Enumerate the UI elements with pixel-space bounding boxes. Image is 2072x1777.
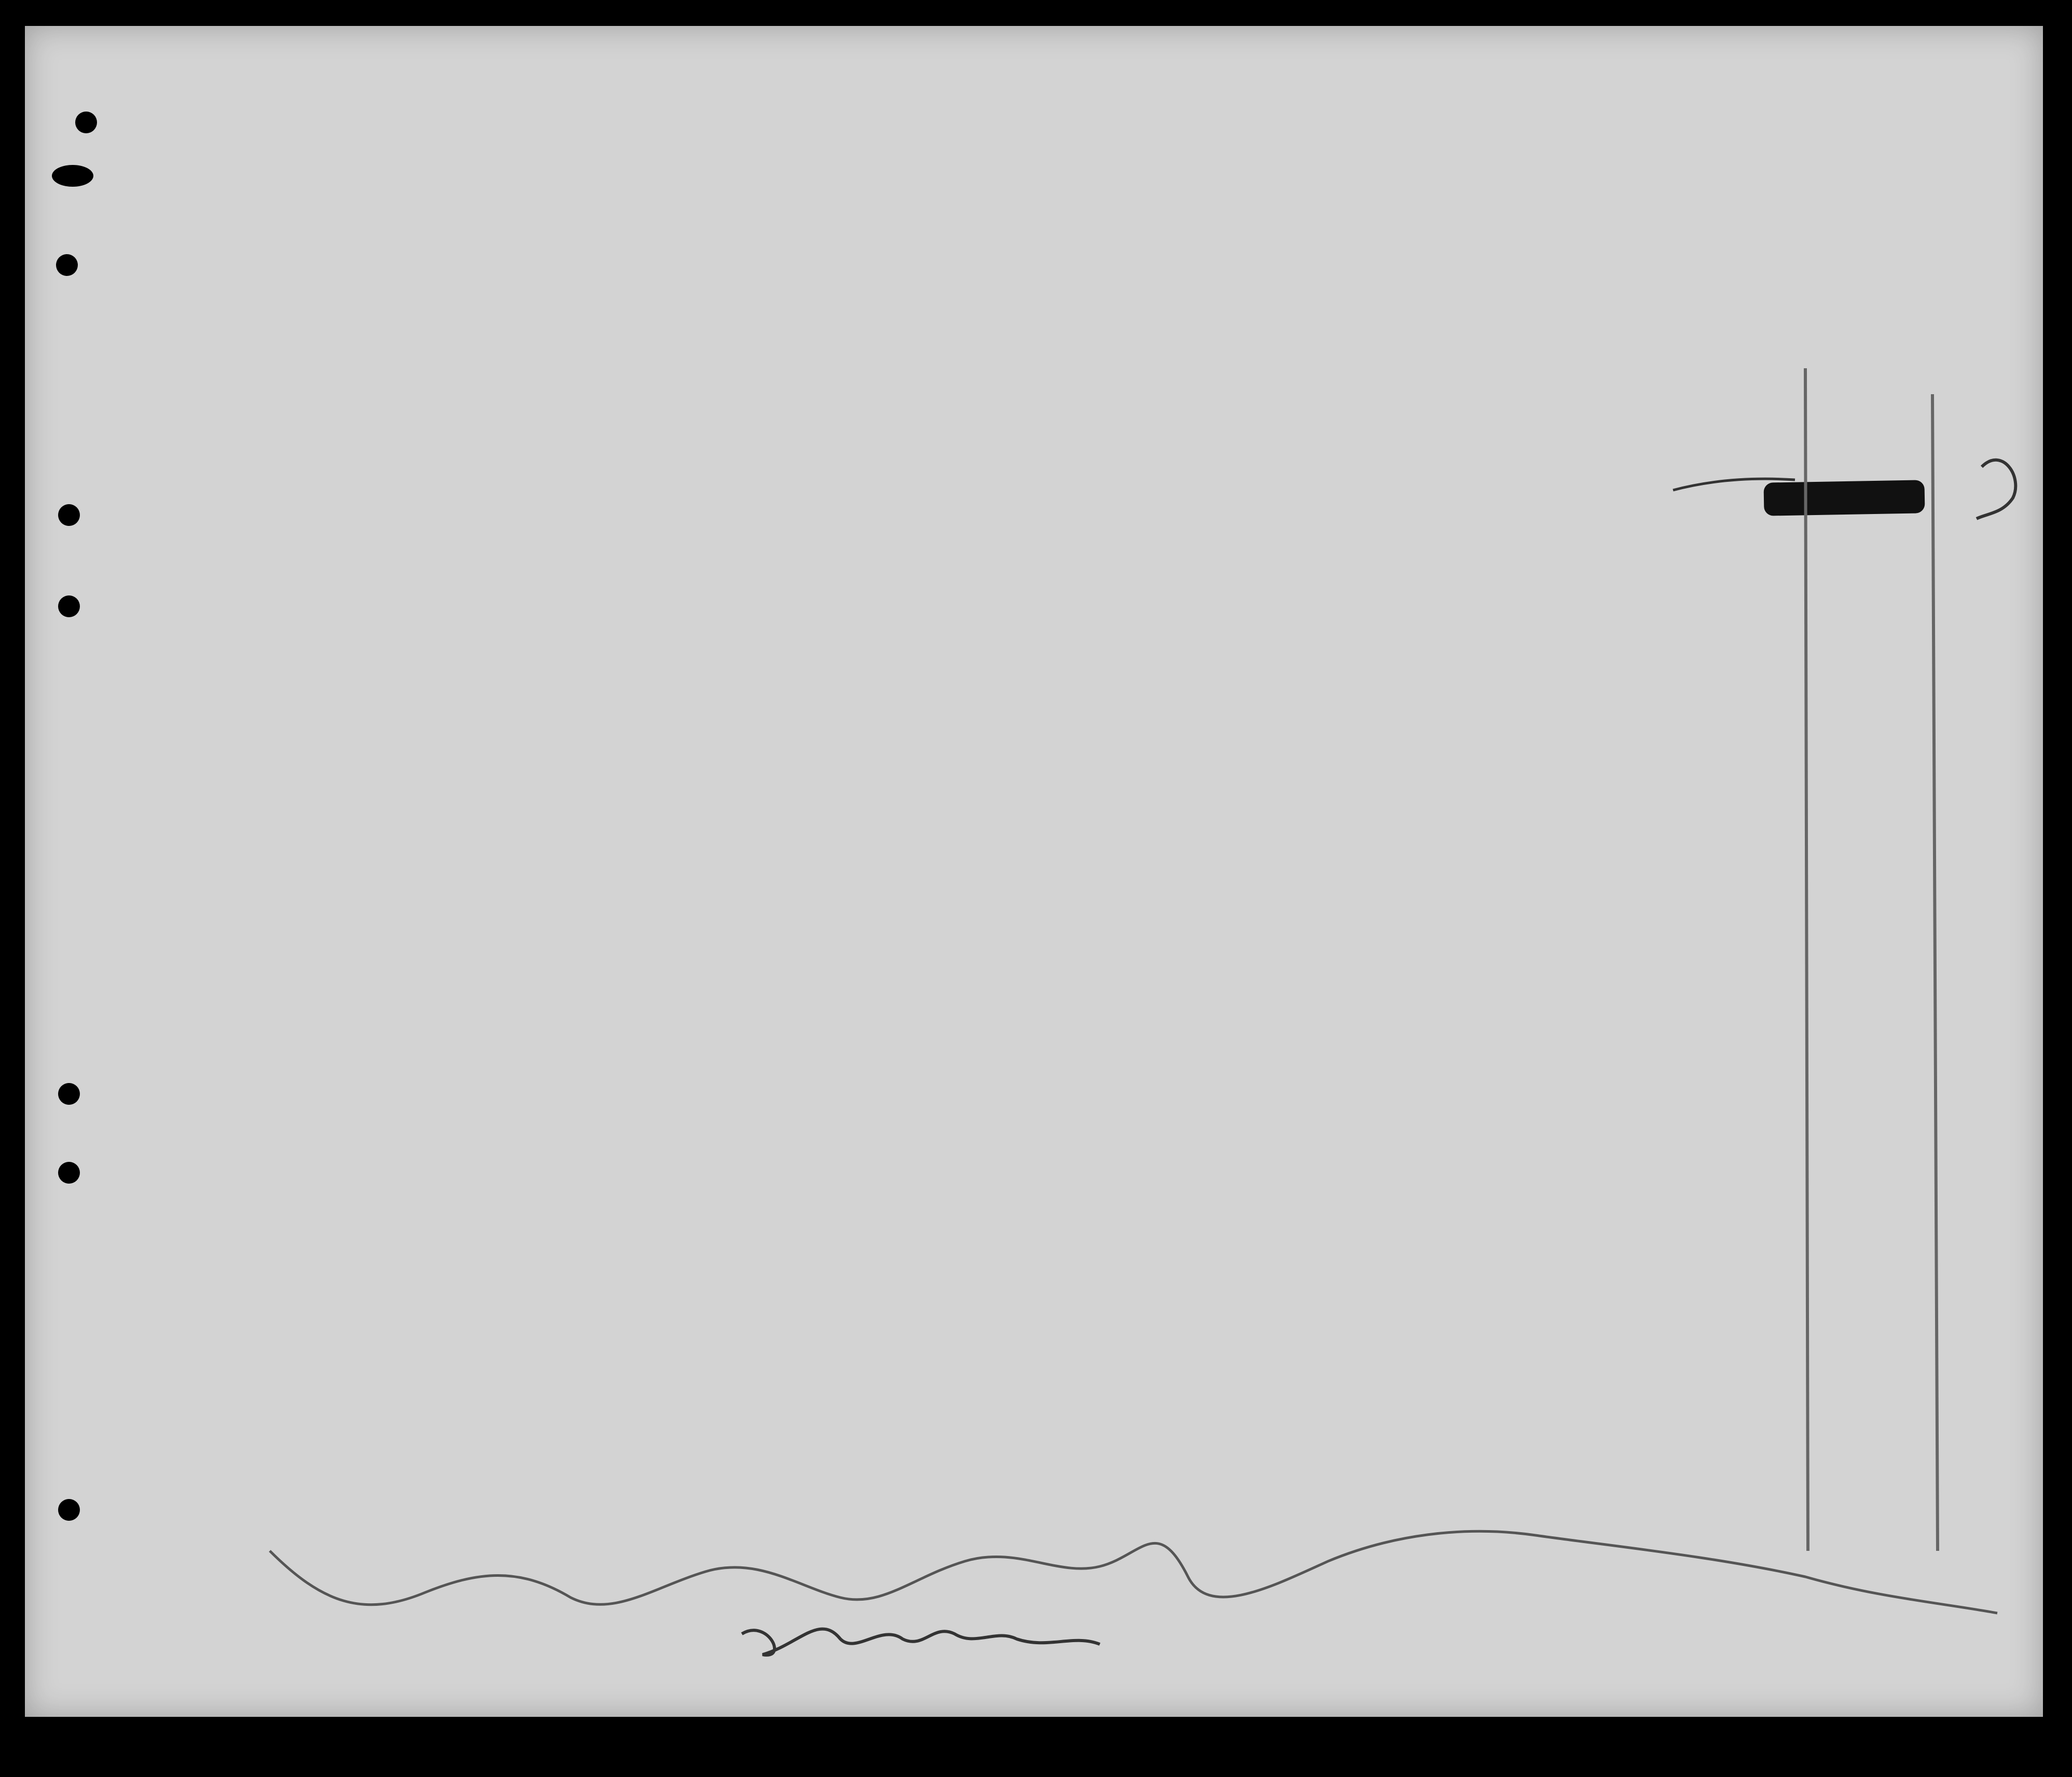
punch-hole (58, 504, 80, 526)
remark-pencil-curl (1673, 479, 1795, 490)
remark-pencil-loop (1977, 460, 2015, 519)
remark-line-2 (1932, 394, 1938, 1551)
punch-hole (58, 1499, 80, 1521)
remark-line-1 (1805, 368, 1808, 1551)
punch-hole (52, 165, 93, 187)
punch-hole (58, 1162, 80, 1184)
punch-hole (75, 112, 97, 133)
punch-hole (58, 1083, 80, 1105)
inspector-signature (742, 1629, 1100, 1655)
closing-pencil-line (270, 1531, 1997, 1613)
punch-hole (58, 595, 80, 617)
punch-hole (56, 254, 78, 276)
